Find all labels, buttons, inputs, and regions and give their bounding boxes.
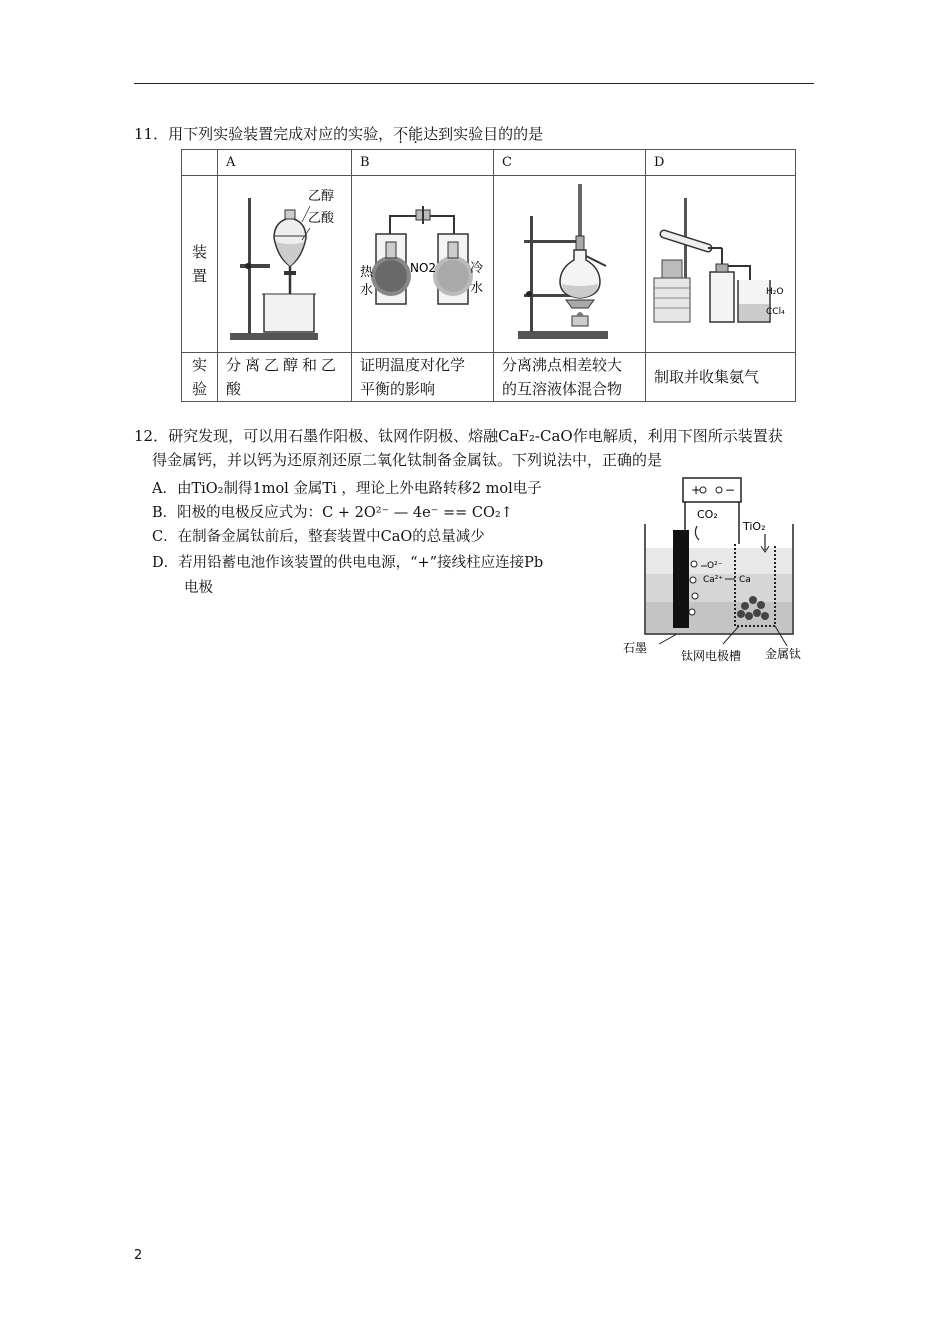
label-co2: CO₂ [697, 508, 718, 521]
label-ethanol: 乙醇 [308, 189, 335, 204]
label-tio2: TiO₂ [743, 520, 766, 533]
experiment-b: 证明温度对化学 平衡的影响 [352, 353, 494, 402]
header-rule [134, 83, 814, 84]
emphasis-char: 不 [393, 125, 409, 143]
label-ca2-ion: Ca²⁺ [703, 575, 724, 585]
power-plus: + [691, 483, 702, 497]
label-graphite: 石墨 [623, 641, 648, 655]
label-cold-water-1: 冷 [470, 261, 484, 276]
power-minus: − [725, 483, 736, 497]
option-c: C．在制备金属钛前后，整套装置中CaO的总量减少 [152, 529, 485, 545]
column-header-b: B [352, 150, 494, 176]
option-d: D．若用铅蓄电池作该装置的供电电源，“+”接线柱应连接Pb [152, 555, 544, 571]
electrolysis-diagram [615, 474, 815, 664]
separatory-funnel-diagram [218, 176, 343, 348]
label-water: H₂O [766, 287, 784, 297]
row-label-experiment: 实 验 [182, 353, 218, 402]
experiment-c: 分离沸点相差较大 的互溶液体混合物 [494, 353, 646, 402]
label-cold-water-2: 水 [470, 281, 484, 296]
no2-flasks-diagram [352, 176, 485, 348]
option-d-continued: 电极 [184, 580, 213, 596]
label-ccl4: CCl₄ [766, 307, 785, 317]
graphite-electrode [673, 530, 689, 628]
row-label-device: 装 置 [182, 176, 218, 353]
label-ti-metal: 金属钛 [765, 647, 802, 661]
label-ti-mesh: 钛网电极槽 [681, 649, 742, 663]
page-number: 2 [134, 1248, 143, 1263]
column-header-a: A [218, 150, 352, 176]
option-b: B．阳极的电极反应式为：C + 2O²⁻ — 4e⁻ == CO₂↑ [152, 505, 513, 521]
apparatus-b [352, 176, 494, 353]
apparatus-c [494, 176, 646, 353]
experiment-d: 制取并收集氨气 [646, 353, 796, 402]
label-no2: NO2 [410, 261, 437, 275]
option-a: A．由TiO₂制得1mol 金属Ti ，理论上外电路转移2 mol电子 [152, 481, 542, 497]
label-o2-ion: O²⁻ [707, 561, 723, 571]
emphasis-char: 能 [408, 125, 424, 143]
apparatus-a [218, 176, 352, 353]
question-12-stem: 12．研究发现，可以用石墨作阳极、钛网作阴极、熔融CaF₂-CaO作电解质，利用下图所示装置获 得金属钙，并以钙为还原剂还原二氧化钛制备金属钛。下列说法中，正确的是 [134, 427, 783, 469]
label-hot-water-2: 水 [360, 283, 374, 298]
question-11-table [181, 149, 796, 402]
column-header-c: C [494, 150, 646, 176]
experiment-a: 分离乙醇和乙 酸 [218, 353, 352, 402]
distillation-flask-diagram [494, 176, 637, 348]
label-hot-water-1: 热 [360, 265, 374, 280]
label-ca: Ca [739, 575, 751, 585]
ammonia-apparatus-diagram [646, 176, 787, 348]
corner-cell [182, 150, 218, 176]
apparatus-d [646, 176, 796, 353]
column-header-d: D [646, 150, 796, 176]
label-acetic-acid: 乙酸 [308, 211, 335, 226]
question-11-stem: 11．用下列实验装置完成对应的实验，不能达到实验目的的是 [134, 125, 544, 143]
